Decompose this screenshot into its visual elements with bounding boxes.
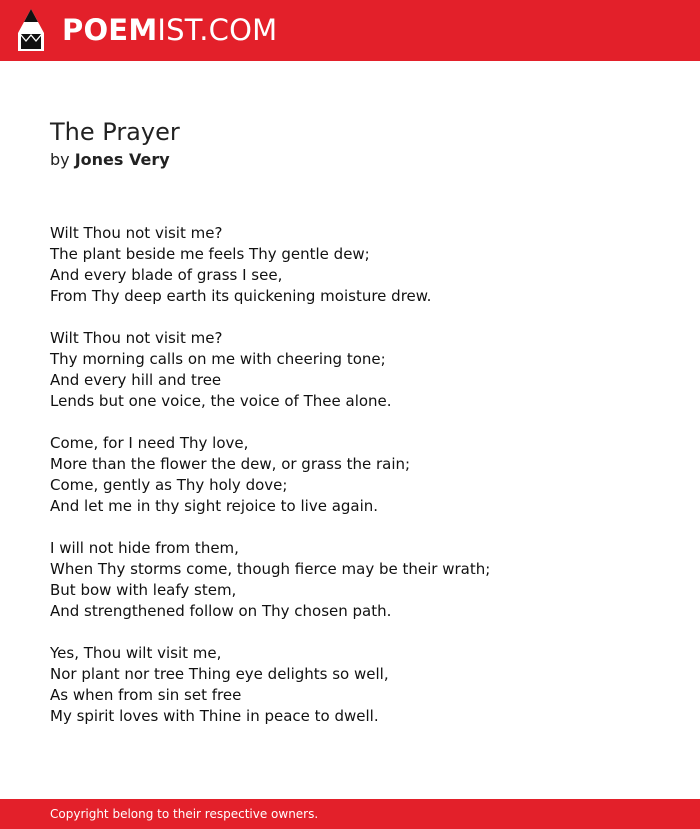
page-title: The Prayer <box>50 118 180 146</box>
stanza <box>50 538 670 622</box>
poem-line: And let me in thy sight rejoice to live again. <box>50 497 379 515</box>
brand-bold: POEM <box>62 13 158 47</box>
site-footer <box>0 799 700 829</box>
poem-line: More than the flower the dew, or grass the rain; <box>50 455 411 473</box>
brand-light: IST.COM <box>157 13 278 47</box>
poem-line: But bow with leafy stem, <box>50 581 237 599</box>
stanza <box>50 643 670 727</box>
poem-line: From Thy deep earth its quickening moisture drew. <box>50 287 432 305</box>
poem-line: The plant beside me feels Thy gentle dew; <box>50 245 370 263</box>
poem-line: Nor plant nor tree Thing eye delights so well, <box>50 665 389 683</box>
by-label: by <box>50 150 70 169</box>
poem-line: And every blade of grass I see, <box>50 266 283 284</box>
poem-line: I will not hide from them, <box>50 539 239 557</box>
poem-line: As when from sin set free <box>50 686 242 704</box>
poem-line: Yes, Thou wilt visit me, <box>50 644 222 662</box>
poem-line: Come, for I need Thy love, <box>50 434 249 452</box>
poem-line: Come, gently as Thy holy dove; <box>50 476 288 494</box>
poem-body <box>50 223 670 727</box>
author-name: Jones Very <box>74 150 170 169</box>
copyright-text: Copyright belong to their respective owners. <box>50 807 319 821</box>
poem-line: My spirit loves with Thine in peace to dwell. <box>50 707 379 725</box>
poem-line: Lends but one voice, the voice of Thee alone. <box>50 392 392 410</box>
site-brand[interactable] <box>62 12 277 48</box>
poem-line: Wilt Thou not visit me? <box>50 329 223 347</box>
poem-line: Wilt Thou not visit me? <box>50 224 223 242</box>
site-header <box>0 0 700 61</box>
stanza <box>50 223 670 307</box>
poem-content <box>50 116 670 748</box>
poem-line: Thy morning calls on me with cheering tone; <box>50 350 386 368</box>
stanza <box>50 328 670 412</box>
poem-line: When Thy storms come, though fierce may be their wrath; <box>50 560 491 578</box>
pencil-logo-icon[interactable] <box>18 9 44 51</box>
poem-line: And every hill and tree <box>50 371 222 389</box>
poem-line: And strengthened follow on Thy chosen path. <box>50 602 392 620</box>
byline <box>50 149 670 171</box>
stanza <box>50 433 670 517</box>
